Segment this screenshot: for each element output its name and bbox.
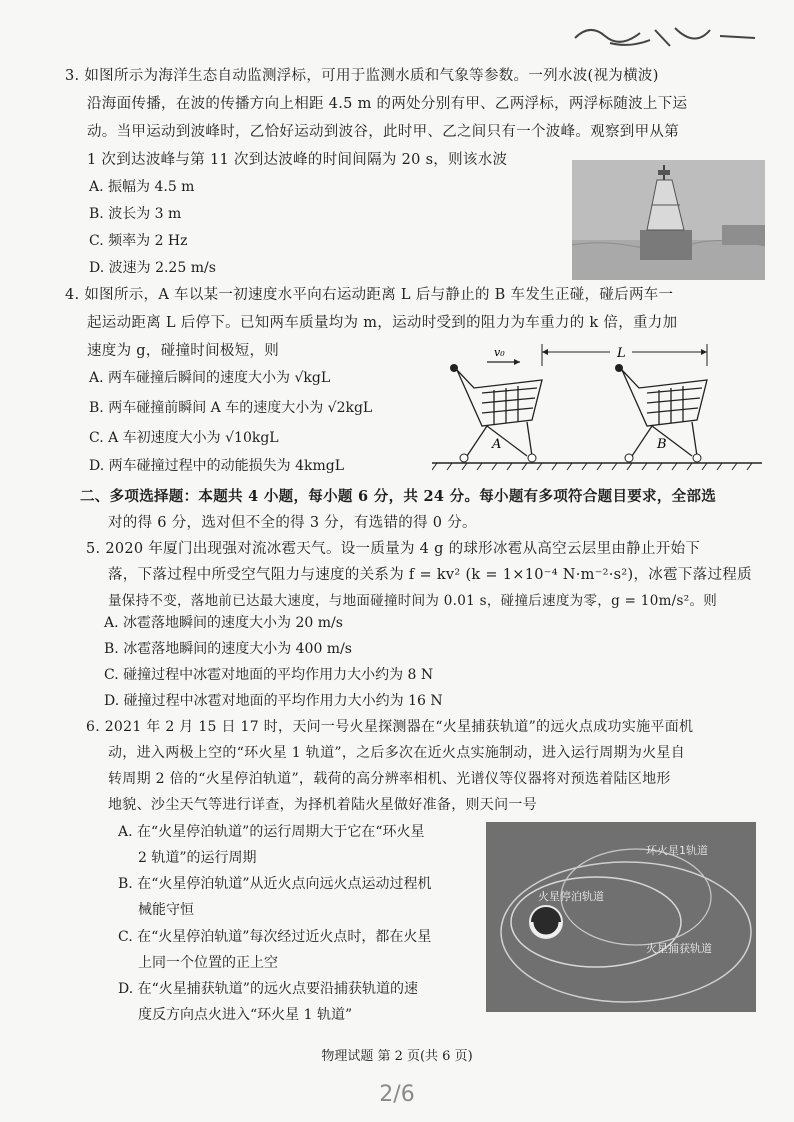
q5-line-1: 5. 2020 年厦门出现强对流冰雹天气。设一质量为 4 g 的球形冰雹从高空云层里由静止开始下 — [86, 541, 701, 557]
q5-option-d: D. 碰撞过程中冰雹对地面的平均作用力大小约为 16 N — [104, 693, 443, 709]
v0-label: v₀ — [494, 346, 505, 359]
q5-option-c: C. 碰撞过程中冰雹对地面的平均作用力大小约为 8 N — [104, 667, 434, 683]
l-label: L — [617, 346, 626, 361]
page-indicator: 2/6 — [379, 1082, 415, 1107]
q4-option-a: A. 两车碰撞后瞬间的速度大小为 √kgL — [89, 370, 331, 386]
q6-option-a-line-2: 2 轨道”的运行周期 — [138, 850, 257, 866]
q3-line-4: 1 次到达波峰与第 11 次到达波峰的时间间隔为 20 s，则该水波 — [87, 152, 508, 168]
q6-option-d-line-1: D. 在“火星捕获轨道”的远火点要沿捕获轨道的速 — [118, 981, 418, 997]
q6-option-b-line-2: 械能守恒 — [138, 902, 194, 918]
q6-line-1: 6. 2021 年 2 月 15 日 17 时，天问一号火星探测器在“火星捕获轨道”的远火点成功实施平面机 — [86, 719, 694, 735]
orbit-capture-label: 火星捕获轨道 — [646, 942, 712, 955]
q6-line-3: 转周期 2 倍的“火星停泊轨道”，载荷的高分辨率相机、光谱仪等仪器将对预选着陆区地形 — [108, 771, 671, 787]
section2-line-2: 对的得 6 分，选对但不全的得 3 分，有选错的得 0 分。 — [108, 515, 477, 531]
orbit-park-label: 火星停泊轨道 — [538, 890, 604, 903]
q5-option-b: B. 冰雹落地瞬间的速度大小为 400 m/s — [104, 641, 352, 657]
q4-line-1: 4. 如图所示，A 车以某一初速度水平向右运动距离 L 后与静止的 B 车发生正碰，碰后两车一 — [65, 287, 674, 303]
q6-line-2: 动，进入两极上空的“环火星 1 轨道”，之后多次在近火点实施制动，进入运行周期为火星自 — [108, 745, 686, 761]
orbit1-label: 环火星1轨道 — [646, 844, 708, 857]
q4-line-2: 起运动距离 L 后停下。已知两车质量均为 m，运动时受到的阻力为车重力的 k 倍，重力加 — [87, 315, 678, 331]
q5-line-3: 量保持不变，落地前已达最大速度，与地面碰撞时间为 0.01 s，碰撞后速度为零，g = 10m/s²。则 — [108, 593, 718, 609]
q6-option-b-line-1: B. 在“火星停泊轨道”从近火点向远火点运动过程机 — [118, 876, 432, 892]
q3-option-c: C. 频率为 2 Hz — [89, 233, 188, 249]
q4-option-b: B. 两车碰撞前瞬间 A 车的速度大小为 √2kgL — [89, 400, 373, 416]
buoy-photo — [572, 160, 765, 280]
q6-line-4: 地貌、沙尘天气等进行详查，为择机着陆火星做好准备，则天问一号 — [108, 797, 537, 813]
q3-option-b: B. 波长为 3 m — [89, 206, 182, 222]
handwritten-scribble — [570, 18, 770, 58]
q6-option-c-line-1: C. 在“火星停泊轨道”每次经过近火点时，都在火星 — [118, 929, 432, 945]
q3-option-d: D. 波速为 2.25 m/s — [89, 260, 216, 276]
q6-option-c-line-2: 上同一个位置的正上空 — [138, 955, 278, 971]
q5-option-a: A. 冰雹落地瞬间的速度大小为 20 m/s — [104, 615, 343, 631]
cart-b-label: B — [657, 437, 667, 452]
section2-line-1: 二、多项选择题：本题共 4 小题，每小题 6 分，共 24 分。每小题有多项符合题目要求，全部选 — [80, 488, 717, 505]
page-footer: 物理试题 第 2 页(共 6 页) — [321, 1049, 473, 1064]
q3-option-a: A. 振幅为 4.5 m — [89, 179, 195, 195]
q3-line-3: 动。当甲运动到波峰时，乙恰好运动到波谷，此时甲、乙之间只有一个波峰。观察到甲从第 — [87, 124, 679, 140]
q4-option-d: D. 两车碰撞过程中的动能损失为 4kmgL — [89, 458, 345, 474]
q4-option-c: C. A 车初速度大小为 √10kgL — [89, 430, 279, 446]
q4-line-3: 速度为 g，碰撞时间极短，则 — [87, 343, 280, 359]
q3-line-1: 3. 如图所示为海洋生态自动监测浮标，可用于监测水质和气象等参数。一列水波(视为横波) — [65, 68, 659, 84]
q6-option-d-line-2: 度反方向点火进入“环火星 1 轨道” — [138, 1007, 353, 1023]
mars-orbit-figure — [486, 822, 756, 1012]
q5-line-2: 落，下落过程中所受空气阻力与速度的关系为 f = kv² (k = 1×10⁻⁴ N·m⁻²·s²)，冰雹下落过程质 — [108, 567, 752, 583]
cart-a-label: A — [492, 437, 502, 452]
q3-line-2: 沿海面传播，在波的传播方向上相距 4.5 m 的两处分别有甲、乙两浮标，两浮标随波上下运 — [87, 96, 688, 112]
q6-option-a-line-1: A. 在“火星停泊轨道”的运行周期大于它在“环火星 — [118, 824, 425, 840]
cart-collision-figure — [432, 338, 762, 478]
